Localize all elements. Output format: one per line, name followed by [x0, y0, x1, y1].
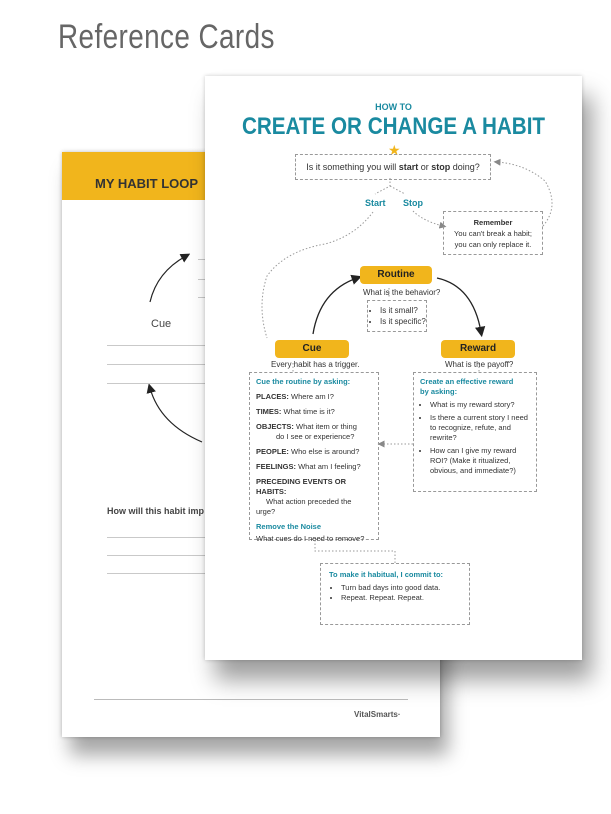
routine-pill: Routine — [360, 266, 432, 284]
question-text: or — [418, 162, 432, 172]
kicker: HOW TO — [375, 102, 412, 112]
noise-heading: Remove the Noise — [256, 522, 322, 531]
question-start-word: start — [398, 162, 419, 172]
question-to-stop-connector — [390, 186, 405, 194]
brand-logo: VitalSmarts· — [354, 710, 401, 719]
start-to-cue-connector — [262, 212, 373, 338]
routine-check-item: • Is it small? — [380, 305, 426, 316]
cue-key: PRECEDING EVENTS OR HABITS: — [256, 477, 347, 496]
reward-pill: Reward — [441, 340, 515, 358]
cue-feelings — [256, 462, 372, 472]
routine-to-reward-arrow — [437, 278, 481, 332]
remember-note — [443, 211, 543, 255]
reward-question: • How can I give my reward ROI? (Make it ritualized, obvious, and immediate?) — [430, 446, 530, 476]
cue-places — [256, 392, 372, 402]
question-text: Is it something you will — [306, 162, 399, 172]
remember-title: Remember — [473, 218, 513, 227]
cue-times — [256, 407, 372, 417]
write-line — [107, 573, 207, 574]
habit-impact-question: How will this habit imp — [107, 506, 205, 516]
cue-pill: Cue — [275, 340, 349, 358]
commitment-box — [320, 563, 470, 625]
star-icon: ★ — [388, 142, 401, 158]
cue-key: OBJECTS: — [256, 422, 294, 431]
write-line — [107, 537, 207, 538]
reward-box-heading: Create an effective reward — [420, 377, 514, 386]
remember-line: You can't break a habit; — [454, 229, 532, 238]
reward-subtitle: What is the payoff? — [445, 360, 514, 369]
commitment-item: • Turn bad days into good data. — [341, 583, 461, 593]
write-line — [107, 555, 207, 556]
question-text: doing? — [450, 162, 480, 172]
routine-check-item: • Is it specific? — [380, 316, 426, 327]
question-to-start-connector — [375, 178, 390, 194]
cue-value: Who else is around? — [288, 447, 360, 456]
stop-branch-label: Stop — [403, 198, 423, 208]
reward-questions-box — [413, 372, 537, 492]
cue-key: PEOPLE: — [256, 447, 289, 456]
start-branch-label: Start — [365, 198, 386, 208]
remember-line: you can only replace it. — [454, 240, 532, 249]
cue-to-routine-arrow — [313, 278, 357, 334]
loop-arrow-left — [150, 388, 202, 442]
cue-value: do I see or experience? — [276, 432, 355, 441]
cue-value: What time is it? — [281, 407, 335, 416]
noise-question: What cues do I need to remove? — [256, 534, 365, 543]
cue-value: What item or thing — [293, 422, 357, 431]
reward-question: • What is my reward story? — [430, 400, 530, 410]
footer-rule — [94, 699, 408, 700]
cue-value: What am I feeling? — [296, 462, 361, 471]
write-line — [107, 364, 207, 365]
start-or-stop-question — [295, 154, 491, 180]
habit-loop-cue-label: Cue — [151, 318, 172, 330]
question-stop-word: stop — [431, 162, 451, 172]
routine-subtitle: What is the behavior? — [363, 288, 441, 297]
cue-questions-box — [249, 372, 379, 543]
cue-people — [256, 447, 372, 457]
habit-loop-title: MY HABIT LOOP — [95, 176, 199, 191]
reward-question: • Is there a current story I need to recognize, refute, and rewrite? — [430, 413, 530, 443]
stop-to-remember-connector — [413, 211, 443, 226]
cue-value: Where am I? — [288, 392, 334, 401]
commitment-item: • Repeat. Repeat. Repeat. — [341, 593, 461, 603]
cue-objects — [256, 422, 372, 442]
cue-subtitle: Every habit has a trigger. — [271, 360, 360, 369]
write-line — [107, 383, 207, 384]
cue-key: PLACES: — [256, 392, 289, 401]
page-title: Reference Cards — [58, 18, 275, 56]
card-title: CREATE OR CHANGE A HABIT — [241, 113, 546, 140]
cue-value: What action preceded the urge? — [256, 497, 352, 516]
loop-arrow-up — [150, 256, 186, 302]
cue-preceding — [256, 477, 372, 517]
write-line — [107, 345, 207, 346]
reward-box-heading: by asking: — [420, 387, 458, 396]
cue-key: TIMES: — [256, 407, 282, 416]
cue-key: FEELINGS: — [256, 462, 297, 471]
cue-box-heading: Cue the routine by asking: — [256, 377, 351, 386]
routine-checklist — [367, 300, 427, 332]
commitment-heading: To make it habitual, I commit to: — [329, 570, 444, 579]
create-habit-card — [205, 76, 582, 660]
